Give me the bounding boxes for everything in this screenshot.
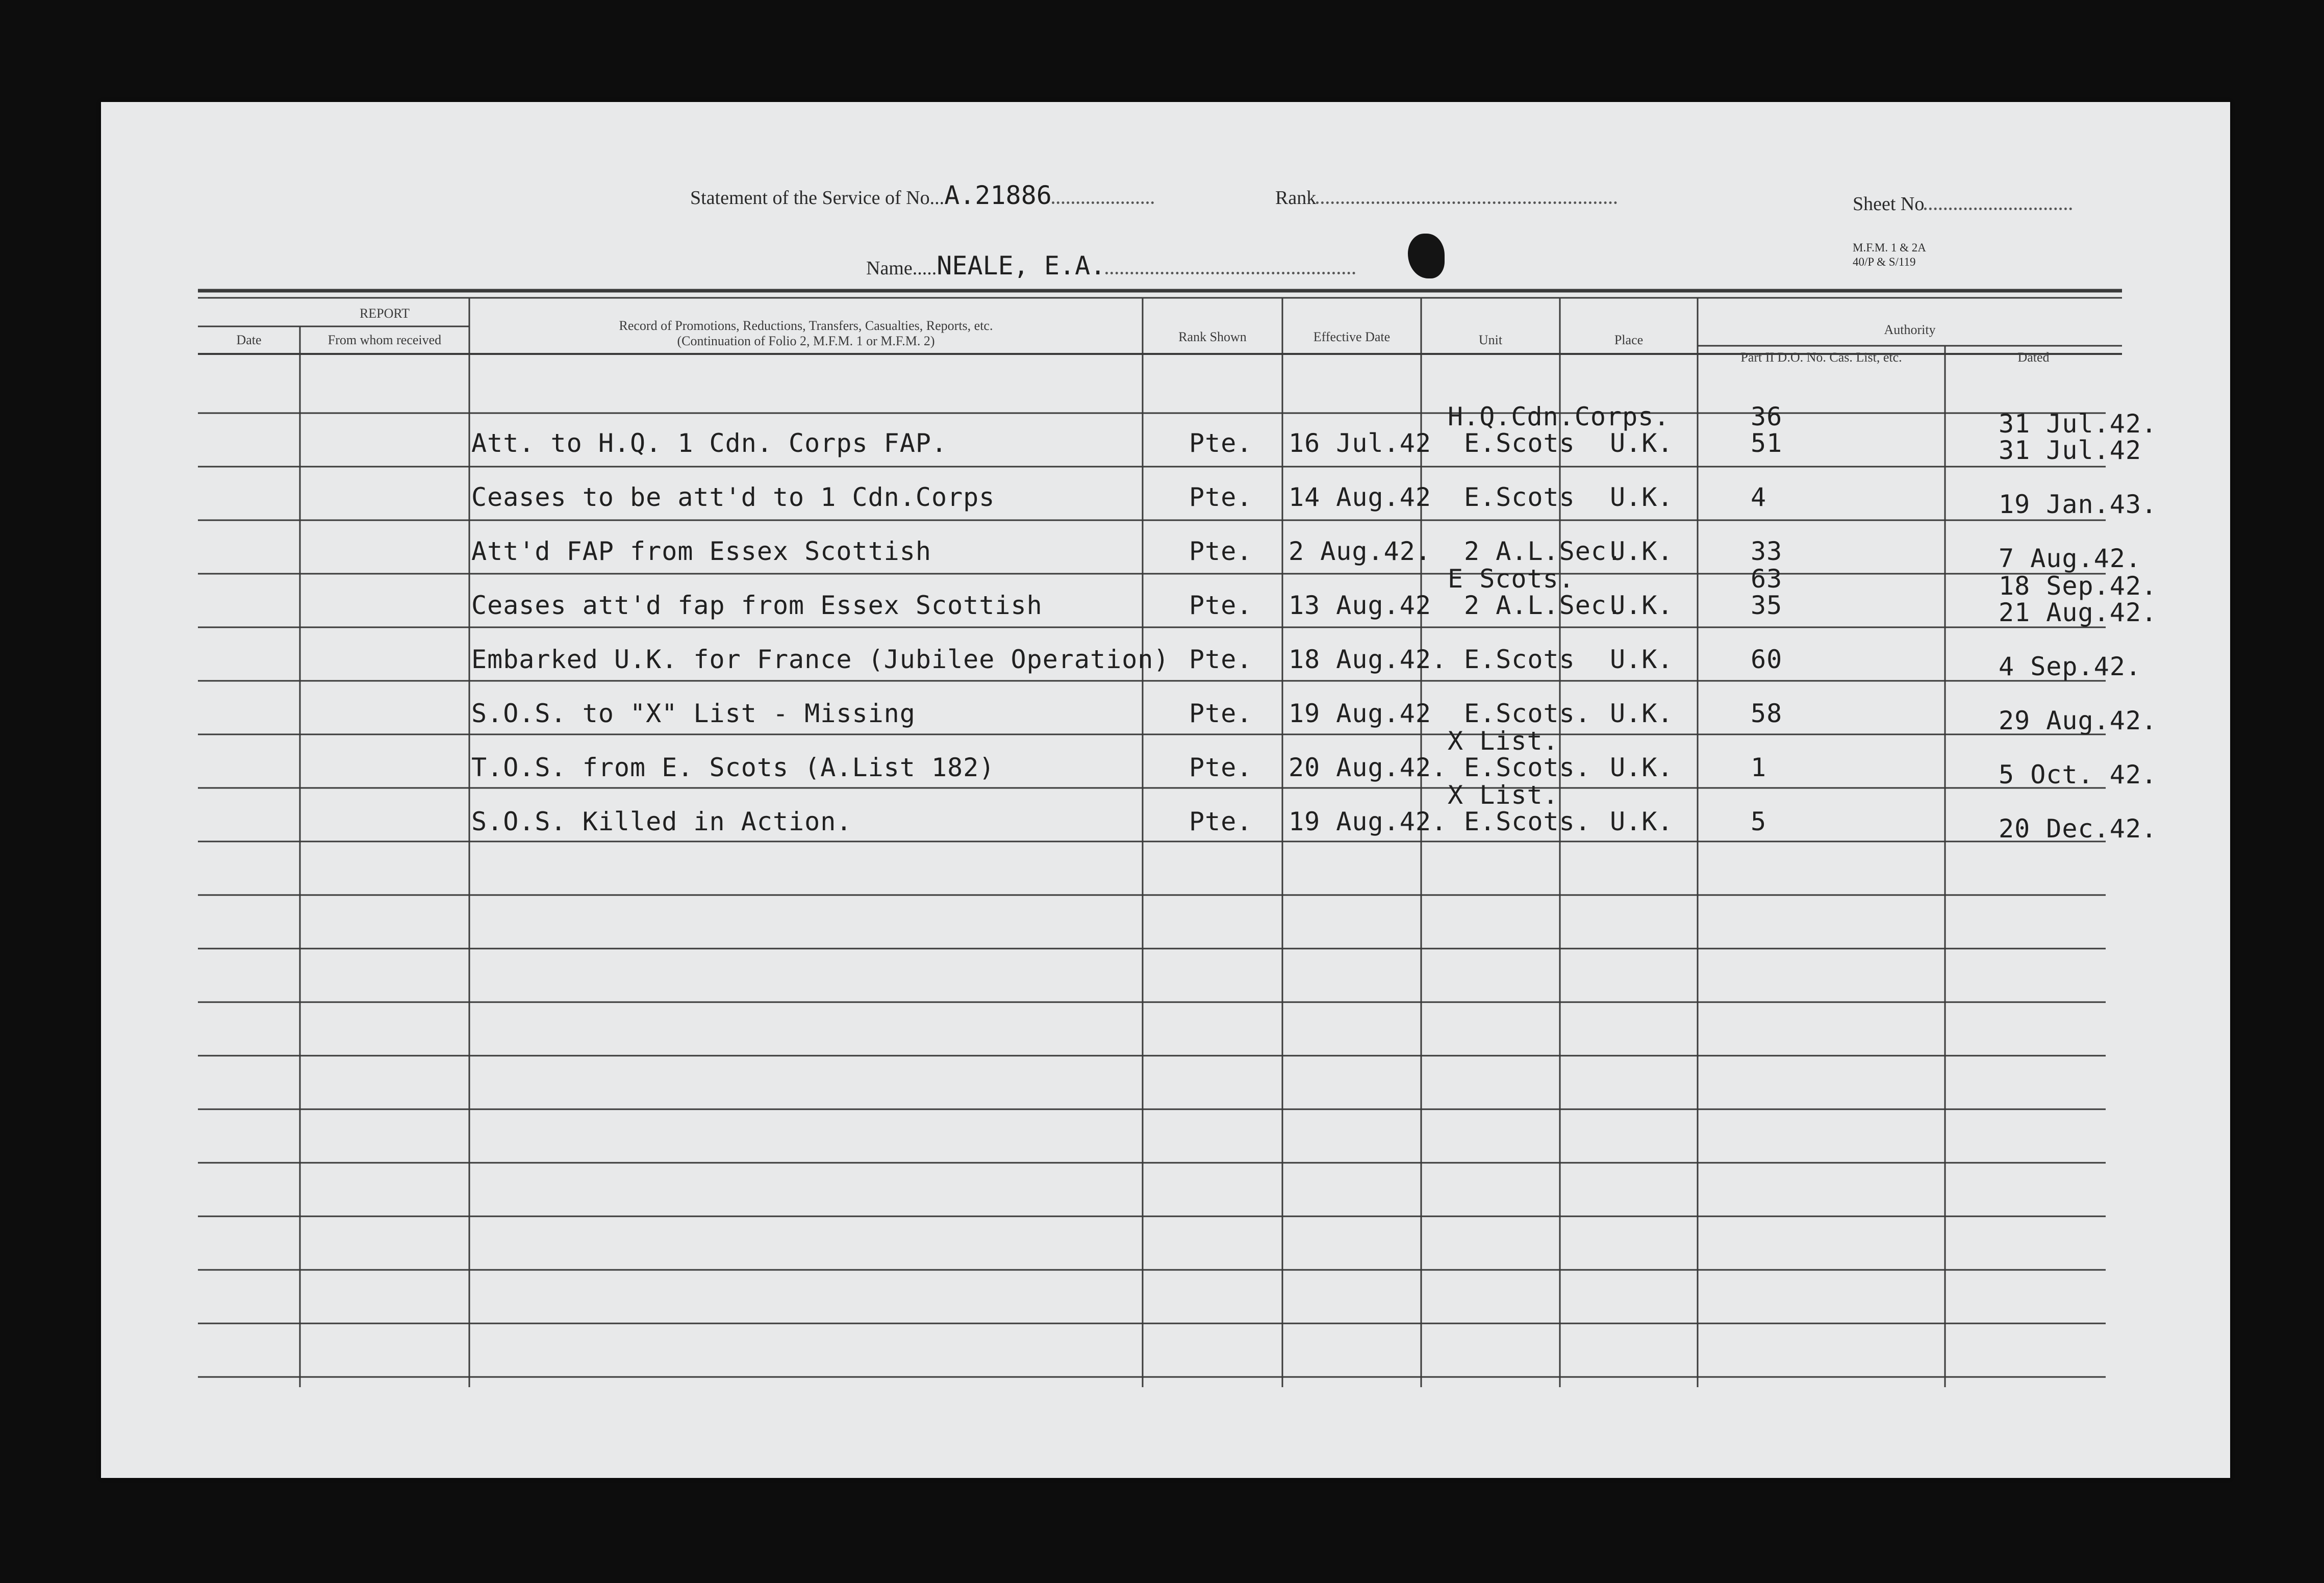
entry-part-ii: 5 xyxy=(1751,807,1767,836)
entry-effective-date: 18 Aug.42. xyxy=(1289,645,1448,674)
effective-date-header: Effective Date xyxy=(1313,329,1391,344)
entry-unit: E.Scots xyxy=(1464,428,1575,458)
entry-record: S.O.S. to "X" List - Missing xyxy=(471,699,916,728)
entry-part-ii-upper: 63 xyxy=(1751,564,1783,594)
entry-rank: Pte. xyxy=(1189,645,1253,674)
entry-record: Ceases to be att'd to 1 Cdn.Corps xyxy=(471,482,995,512)
entry-place: U.K. xyxy=(1610,807,1674,836)
entry-unit-upper: X List. xyxy=(1448,780,1559,810)
entry-dated: 20 Dec.42. xyxy=(1999,814,2158,844)
entry-unit: 2 A.L.Sec. xyxy=(1464,591,1623,620)
entry-part-ii: 51 xyxy=(1751,428,1783,458)
service-record-sheet xyxy=(101,102,2230,1478)
entry-part-ii: 58 xyxy=(1751,699,1783,728)
entry-effective-date: 14 Aug.42 xyxy=(1289,482,1431,512)
entry-unit: E.Scots. xyxy=(1464,699,1591,728)
entry-part-ii: 60 xyxy=(1751,645,1783,674)
entry-part-ii: 33 xyxy=(1751,537,1783,566)
entry-rank: Pte. xyxy=(1189,753,1253,782)
entry-dated: 21 Aug.42. xyxy=(1999,598,2158,627)
entry-part-ii: 35 xyxy=(1751,591,1783,620)
entry-dated: 5 Oct. 42. xyxy=(1999,760,2158,789)
entry-place: U.K. xyxy=(1610,537,1674,566)
statement-label: Statement of the Service of No... xyxy=(690,187,945,209)
entry-part-ii: 4 xyxy=(1751,482,1767,512)
entry-place: U.K. xyxy=(1610,699,1674,728)
entry-record: Embarked U.K. for France (Jubilee Operation) xyxy=(471,645,1170,674)
report-header: REPORT xyxy=(359,306,410,321)
entry-rank: Pte. xyxy=(1189,482,1253,512)
entry-effective-date: 20 Aug.42. xyxy=(1289,753,1448,782)
entry-place: U.K. xyxy=(1610,645,1674,674)
date-header: Date xyxy=(236,333,262,347)
form-ref-line2: 40/P & S/119 xyxy=(1853,255,1916,268)
entry-place: U.K. xyxy=(1610,482,1674,512)
entry-unit-upper: E Scots. xyxy=(1448,564,1575,594)
record-header-sub: (Continuation of Folio 2, M.F.M. 1 or M.F.M. 2) xyxy=(677,333,935,348)
entry-record: Att. to H.Q. 1 Cdn. Corps FAP. xyxy=(471,428,948,458)
entry-dated: 29 Aug.42. xyxy=(1999,706,2158,735)
entry-dated-upper: 31 Jul.42. xyxy=(1999,409,2158,439)
entry-place: U.K. xyxy=(1610,428,1674,458)
entry-rank: Pte. xyxy=(1189,807,1253,836)
authority-header: Authority xyxy=(1884,322,1936,337)
part-ii-header: Part II D.O. No. Cas. List, etc. xyxy=(1740,350,1902,365)
entry-dated-upper: 18 Sep.42. xyxy=(1999,571,2158,601)
entry-unit: E.Scots. xyxy=(1464,807,1591,836)
service-number: A.21886 xyxy=(944,181,1052,210)
entry-record: Att'd FAP from Essex Scottish xyxy=(471,537,931,566)
entry-unit: E.Scots xyxy=(1464,645,1575,674)
entry-unit: 2 A.L.Sec. xyxy=(1464,537,1623,566)
rank-label: Rank xyxy=(1275,187,1317,209)
entry-rank: Pte. xyxy=(1189,537,1253,566)
entry-rank: Pte. xyxy=(1189,699,1253,728)
entry-part-ii: 1 xyxy=(1751,753,1767,782)
entry-record: S.O.S. Killed in Action. xyxy=(471,807,852,836)
entry-effective-date: 19 Aug.42. xyxy=(1289,807,1448,836)
unit-header: Unit xyxy=(1478,333,1503,347)
entry-part-ii-upper: 36 xyxy=(1751,402,1783,431)
entry-dated: 7 Aug.42. xyxy=(1999,544,2141,573)
entry-effective-date: 13 Aug.42 xyxy=(1289,591,1431,620)
dated-header: Dated xyxy=(2017,350,2050,365)
entry-rank: Pte. xyxy=(1189,591,1253,620)
entry-unit-upper: X List. xyxy=(1448,726,1559,756)
record-header xyxy=(469,318,1143,349)
sheet-label: Sheet No xyxy=(1853,193,1925,215)
entry-place: U.K. xyxy=(1610,753,1674,782)
entry-dated: 31 Jul.42 xyxy=(1999,436,2141,465)
entry-record: T.O.S. from E. Scots (A.List 182) xyxy=(471,753,995,782)
place-header: Place xyxy=(1614,333,1644,347)
entry-effective-date: 16 Jul.42 xyxy=(1289,428,1431,458)
name-value: NEALE, E.A. xyxy=(937,251,1106,280)
entry-effective-date: 2 Aug.42. xyxy=(1289,537,1431,566)
entry-unit: E.Scots. xyxy=(1464,753,1591,782)
entry-unit: E.Scots xyxy=(1464,482,1575,512)
entry-unit-upper: H.Q.Cdn.Corps. xyxy=(1448,402,1670,431)
entry-dated: 19 Jan.43. xyxy=(1999,490,2158,519)
entry-place: U.K. xyxy=(1610,591,1674,620)
from-whom-header: From whom received xyxy=(327,333,442,347)
entry-rank: Pte. xyxy=(1189,428,1253,458)
entry-effective-date: 19 Aug.42 xyxy=(1289,699,1431,728)
record-header-title: Record of Promotions, Reductions, Transfers, Casualties, Reports, etc. xyxy=(619,318,993,333)
name-label: Name..... xyxy=(866,258,937,279)
form-ref-line1: M.F.M. 1 & 2A xyxy=(1853,241,1926,254)
rank-shown-header: Rank Shown xyxy=(1178,329,1247,344)
entry-record: Ceases att'd fap from Essex Scottish xyxy=(471,591,1043,620)
entry-dated: 4 Sep.42. xyxy=(1999,652,2141,681)
